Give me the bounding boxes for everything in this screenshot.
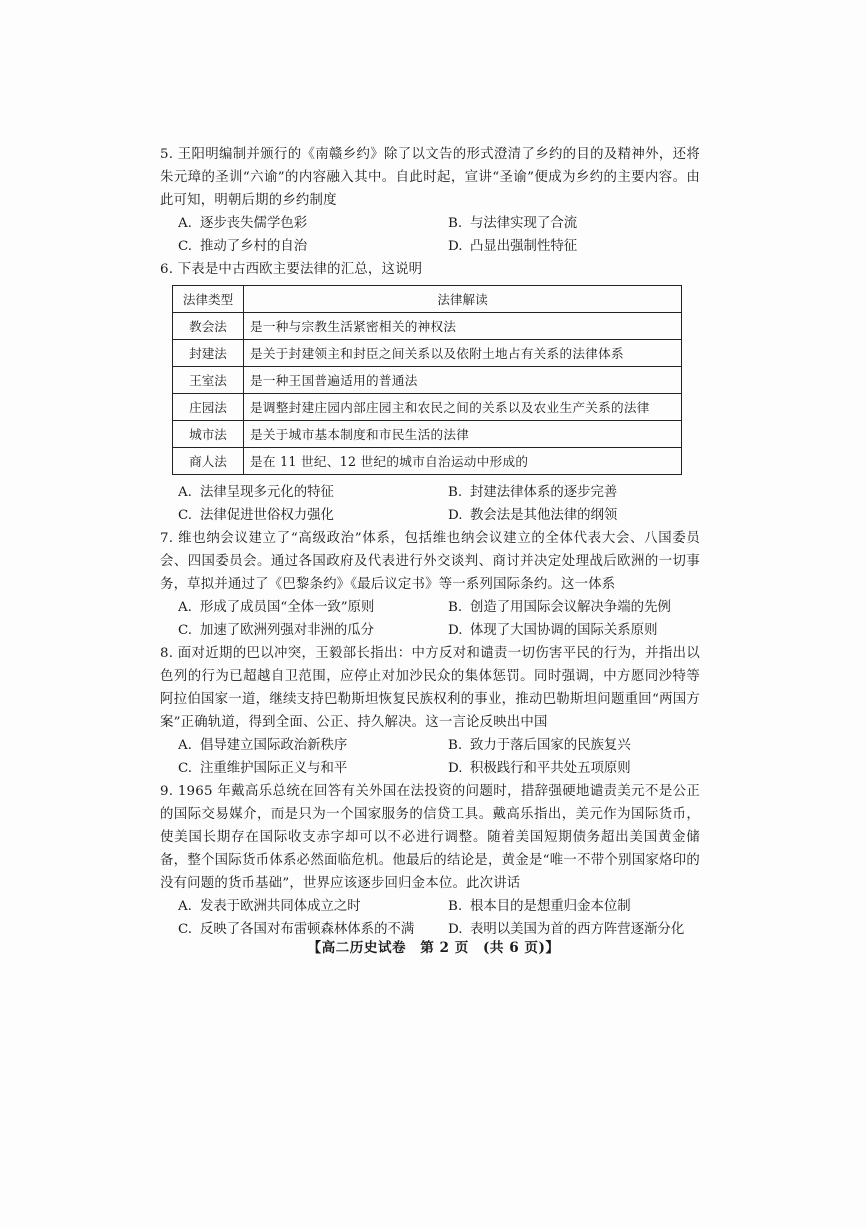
option-c[interactable]: C. 注重维护国际正义与和平 — [178, 761, 348, 776]
question-7-stem: 7. 维也纳会议建立了“高级政治”体系，包括维也纳会议建立的全体代表大会、八国委员会、四国委员会。通过各国政府及代表进行外交谈判、商讨并决定处理战后欧洲的一切事务，草拟并通过了《巴黎条约》《最后议定书》等一系列国际条约。这一体系 — [160, 531, 700, 592]
table-row — [173, 313, 682, 340]
option-b[interactable]: B. 封建法律体系的逐步完善 — [448, 485, 618, 500]
table-cell-type: 城市法 — [173, 421, 244, 448]
option-d[interactable]: D. 教会法是其他法律的纲领 — [448, 508, 618, 523]
table-cell-type: 封建法 — [173, 340, 244, 367]
exam-content — [160, 143, 700, 941]
table-cell-interpretation: 是一种与宗教生活紧密相关的神权法 — [244, 313, 682, 340]
option-c[interactable]: C. 加速了欧洲列强对非洲的瓜分 — [178, 623, 375, 638]
table-cell-type: 庄园法 — [173, 394, 244, 421]
table-row — [173, 394, 682, 421]
option-b[interactable]: B. 致力于落后国家的民族复兴 — [448, 738, 631, 753]
option-a[interactable]: A. 法律呈现多元化的特征 — [178, 485, 334, 500]
table-header-interpretation: 法律解读 — [244, 286, 682, 313]
question-5-options — [160, 212, 700, 258]
option-b[interactable]: B. 与法律实现了合流 — [448, 216, 578, 231]
question-5-stem: 5. 王阳明编制并颁行的《南赣乡约》除了以文告的形式澄清了乡约的目的及精神外，还将朱元璋的圣训“六谕”的内容融入其中。自此时起，宣讲“圣谕”便成为乡约的主要内容。由此可知，明朝后期的乡约制度 — [160, 147, 700, 208]
option-d[interactable]: D. 表明以美国为首的西方阵营逐渐分化 — [448, 922, 685, 937]
table-header-row — [173, 286, 682, 313]
option-c[interactable]: C. 反映了各国对布雷顿森林体系的不满 — [178, 922, 415, 937]
option-b[interactable]: B. 根本目的是想重归金本位制 — [448, 899, 631, 914]
table-header-type: 法律类型 — [173, 286, 244, 313]
question-5 — [160, 143, 700, 258]
question-6 — [160, 258, 700, 527]
option-c[interactable]: C. 推动了乡村的自治 — [178, 239, 308, 254]
option-d[interactable]: D. 体现了大国协调的国际关系原则 — [448, 623, 658, 638]
law-table — [172, 285, 682, 475]
option-a[interactable]: A. 逐步丧失儒学色彩 — [178, 216, 308, 231]
question-8-stem: 8. 面对近期的巴以冲突，王毅部长指出：中方反对和谴责一切伤害平民的行为，并指出以色列的行为已超越自卫范围，应停止对加沙民众的集体惩罚。同时强调，中方愿同沙特等阿拉伯国家一道，继续支持巴勒斯坦恢复民族权利的事业，推动巴勒斯坦问题重回“两国方案”正确轨道，得到全面、公正、持久解决。这一言论反映出中国 — [160, 646, 700, 730]
table-row — [173, 421, 682, 448]
option-a[interactable]: A. 形成了成员国“全体一致”原则 — [178, 600, 375, 615]
question-9 — [160, 780, 700, 941]
table-cell-type: 商人法 — [173, 448, 244, 475]
option-c[interactable]: C. 法律促进世俗权力强化 — [178, 508, 334, 523]
question-7 — [160, 527, 700, 642]
option-d[interactable]: D. 凸显出强制性特征 — [448, 239, 578, 254]
table-cell-interpretation: 是关于城市基本制度和市民生活的法律 — [244, 421, 682, 448]
table-cell-interpretation: 是一种王国普遍适用的普通法 — [244, 367, 682, 394]
table-row — [173, 367, 682, 394]
table-cell-type: 教会法 — [173, 313, 244, 340]
question-7-options — [160, 596, 700, 642]
table-cell-interpretation: 是关于封建领主和封臣之间关系以及依附土地占有关系的法律体系 — [244, 340, 682, 367]
table-cell-interpretation: 是调整封建庄园内部庄园主和农民之间的关系以及农业生产关系的法律 — [244, 394, 682, 421]
table-row — [173, 448, 682, 475]
option-a[interactable]: A. 发表于欧洲共同体成立之时 — [178, 899, 361, 914]
question-6-stem: 6. 下表是中古西欧主要法律的汇总，这说明 — [160, 262, 423, 277]
table-cell-interpretation: 是在 11 世纪、12 世纪的城市自治运动中形成的 — [244, 448, 682, 475]
table-row — [173, 340, 682, 367]
question-8 — [160, 642, 700, 780]
page-footer: 【高二历史试卷 第 2 页 (共 6 页)】 — [307, 940, 560, 956]
question-9-options — [160, 895, 700, 941]
question-9-stem: 9. 1965 年戴高乐总统在回答有关外国在法投资的问题时，措辞强硬地谴责美元不是公正的国际交易媒介，而是只为一个国家服务的信贷工具。戴高乐指出，美元作为国际货币，使美国长期存在国际收支赤字却可以不必进行调整。随着美国短期债务超出美国黄金储备，整个国际货币体系必然面临危机。他最后的结论是，黄金是“唯一不带个别国家烙印的没有问题的货币基础”，世界应该逐步回归金本位。此次讲话 — [160, 784, 700, 891]
option-d[interactable]: D. 积极践行和平共处五项原则 — [448, 761, 631, 776]
question-8-options — [160, 734, 700, 780]
question-6-options — [160, 481, 700, 527]
option-a[interactable]: A. 倡导建立国际政治新秩序 — [178, 738, 348, 753]
option-b[interactable]: B. 创造了用国际会议解决争端的先例 — [448, 600, 671, 615]
table-cell-type: 王室法 — [173, 367, 244, 394]
